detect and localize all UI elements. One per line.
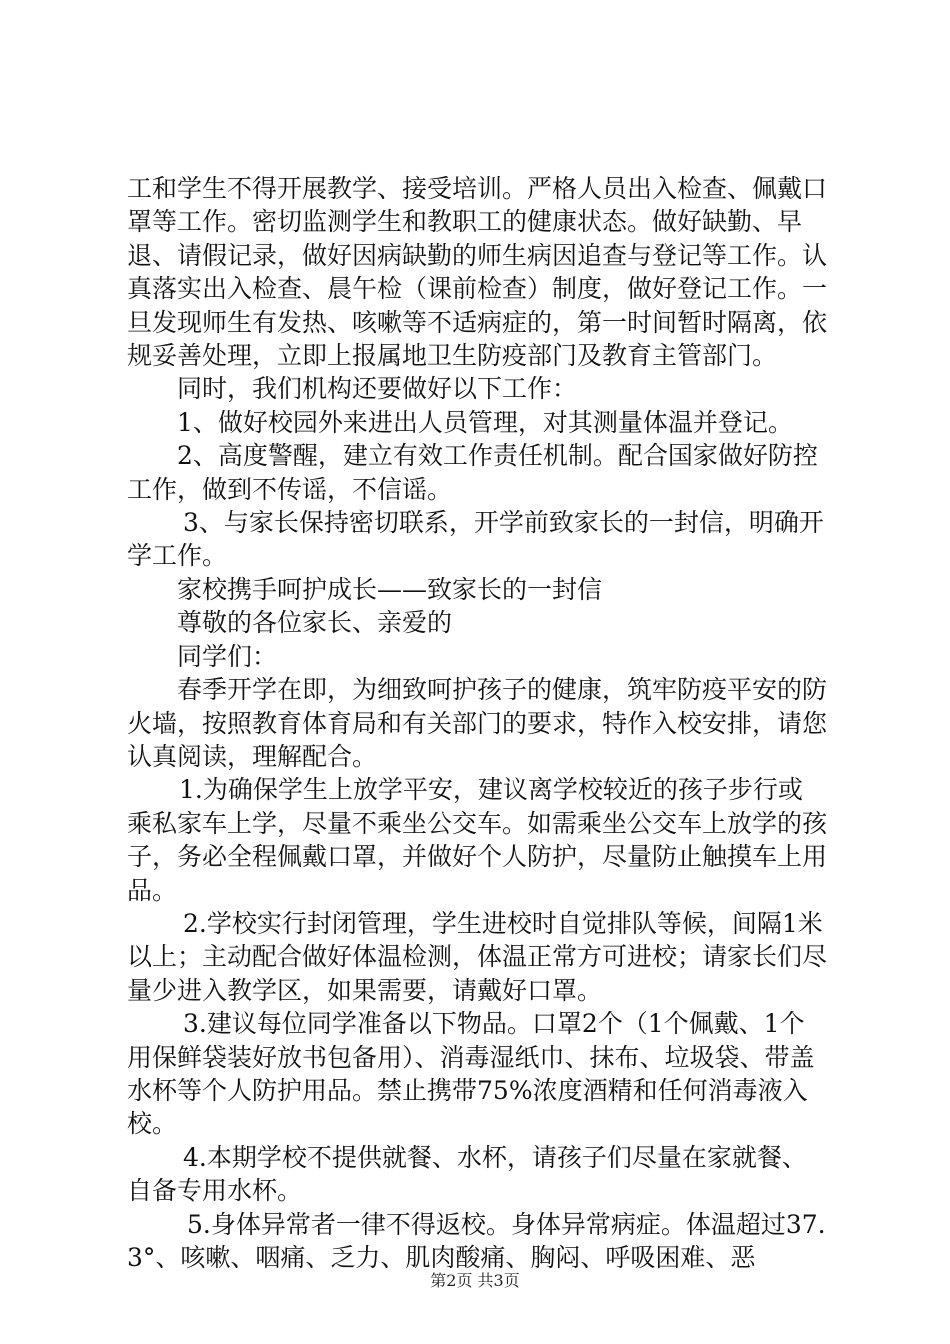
page-number: 第2页 共3页 [430,1271,520,1290]
letter-item-4: 4.本期学校不提供就餐、水杯，请孩子们尽量在家就餐、自备专用水杯。 [127,1142,807,1206]
letter-item-5: 5.身体异常者一律不得返校。身体异常病症。体温超过37.3°、咳嗽、咽痛、乏力、肌肉酸痛、胸闷、呼吸困难、恶 [127,1209,826,1272]
letter-title: 家校携手呵护成长——致家长的一封信 [177,574,603,604]
paragraph-health-measures: 工和学生不得开展教学、接受培训。严格人员出入检查、佩戴口罩等工作。密切监测学生和教职工的健康状态。做好缺勤、早退、请假记录，做好因病缺勤的师生病因追查与登记等工作。认真落实出入检查、晨午检（课前检查）制度，做好登记工作。一旦发现师生有发热、咳嗽等不适病症的，第一时间暂时隔离，依规妥善处理，立即上报属地卫生防疫部门及教育主管部门。 [127,174,828,371]
letter-intro: 春季开学在即，为细致呵护孩子的健康，筑牢防疫平安的防火墙，按照教育体育局和有关部门的要求，特作入校安排，请您认真阅读，理解配合。 [127,675,828,771]
letter-salutation-cont: 同学们： [177,641,278,671]
letter-item-3: 3.建议每位同学准备以下物品。口罩2个（1个佩戴、1个用保鲜袋装好放书包备用）、消毒湿纸巾、抹布、垃圾袋、带盖水杯等个人防护用品。禁止携带75%浓度酒精和任何消毒液入校。 [127,1009,815,1139]
letter-salutation: 尊敬的各位家长、亲爱的 [177,608,453,638]
letter-item-1: 1.为确保学生上放学平安，建议离学校较近的孩子步行或乘私家车上学，尽量不乘坐公交车。如需乘坐公交车上放学的孩子，务必全程佩戴口罩，并做好个人防护，尽量防止触摸车上用品。 [127,775,828,905]
paragraph-task-1: 1、做好校园外来进出人员管理，对其测量体温并登记。 [177,407,793,437]
document-body [127,172,827,1274]
paragraph-task-2: 2、高度警醒，建立有效工作责任机制。配合国家做好防控工作，做到不传谣，不信谣。 [127,441,818,504]
paragraph-institution-tasks: 同时，我们机构还要做好以下工作： [177,374,578,404]
paragraph-task-3: 3、与家长保持密切联系，开学前致家长的一封信，明确开学工作。 [127,508,824,571]
letter-item-2: 2.学校实行封闭管理，学生进校时自觉排队等候，间隔1米以上；主动配合做好体温检测，体温正常方可进校；请家长们尽量少进入教学区，如果需要，请戴好口罩。 [127,908,828,1005]
